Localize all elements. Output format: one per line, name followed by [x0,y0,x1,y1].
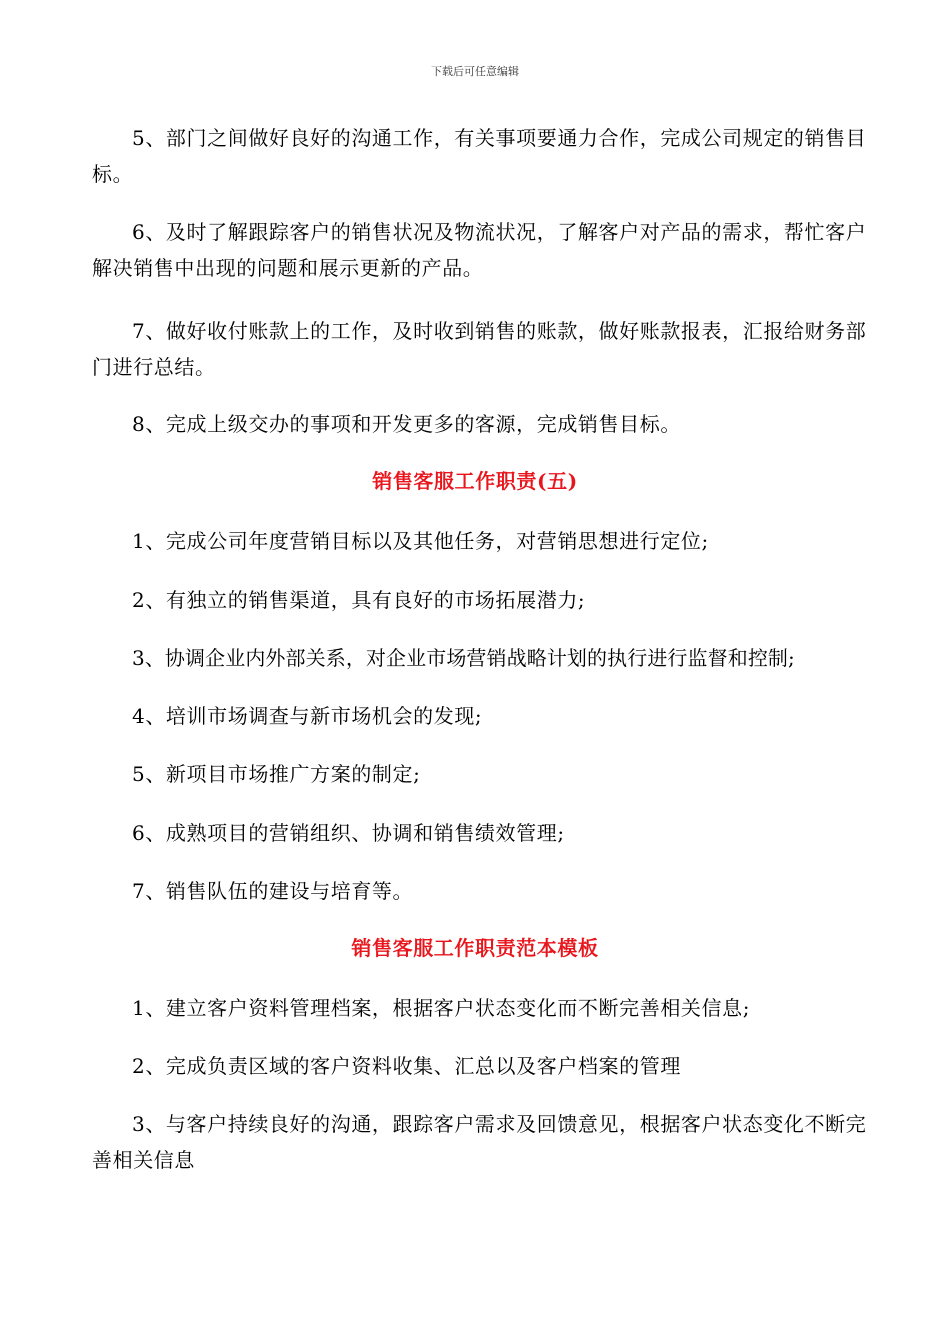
paragraph-a7: 7、做好收付账款上的工作，及时收到销售的账款，做好账款报表，汇报给财务部门进行总结。 [92,319,867,379]
paragraph-a6: 6、及时了解跟踪客户的销售状况及物流状况，了解客户对产品的需求，帮忙客户解决销售中出现的问题和展示更新的产品。 [92,220,867,280]
page-header: 下载后可任意编辑 [431,65,519,78]
paragraph-b3: 3、协调企业内外部关系，对企业市场营销战略计划的执行进行监督和控制; [132,646,795,670]
section-heading-template: 销售客服工作职责范本模板 [351,936,599,960]
paragraph-a8: 8、完成上级交办的事项和开发更多的客源，完成销售目标。 [132,412,681,436]
paragraph-b2: 2、有独立的销售渠道，具有良好的市场拓展潜力; [132,588,586,612]
paragraph-b4: 4、培训市场调查与新市场机会的发现; [132,704,483,728]
paragraph-b7: 7、销售队伍的建设与培育等。 [132,879,414,903]
paragraph-a5: 5、部门之间做好良好的沟通工作，有关事项要通力合作，完成公司规定的销售目标。 [92,126,867,186]
paragraph-c3: 3、与客户持续良好的沟通，跟踪客户需求及回馈意见，根据客户状态变化不断完善相关信息 [92,1112,867,1172]
paragraph-b5: 5、新项目市场推广方案的制定; [132,762,421,786]
paragraph-b6: 6、成熟项目的营销组织、协调和销售绩效管理; [132,821,565,845]
paragraph-c1: 1、建立客户资料管理档案，根据客户状态变化而不断完善相关信息; [132,996,751,1020]
paragraph-c2: 2、完成负责区域的客户资料收集、汇总以及客户档案的管理 [132,1054,681,1078]
paragraph-b1: 1、完成公司年度营销目标以及其他任务，对营销思想进行定位; [132,529,709,553]
section-heading-duties-5: 销售客服工作职责(五) [372,469,578,493]
